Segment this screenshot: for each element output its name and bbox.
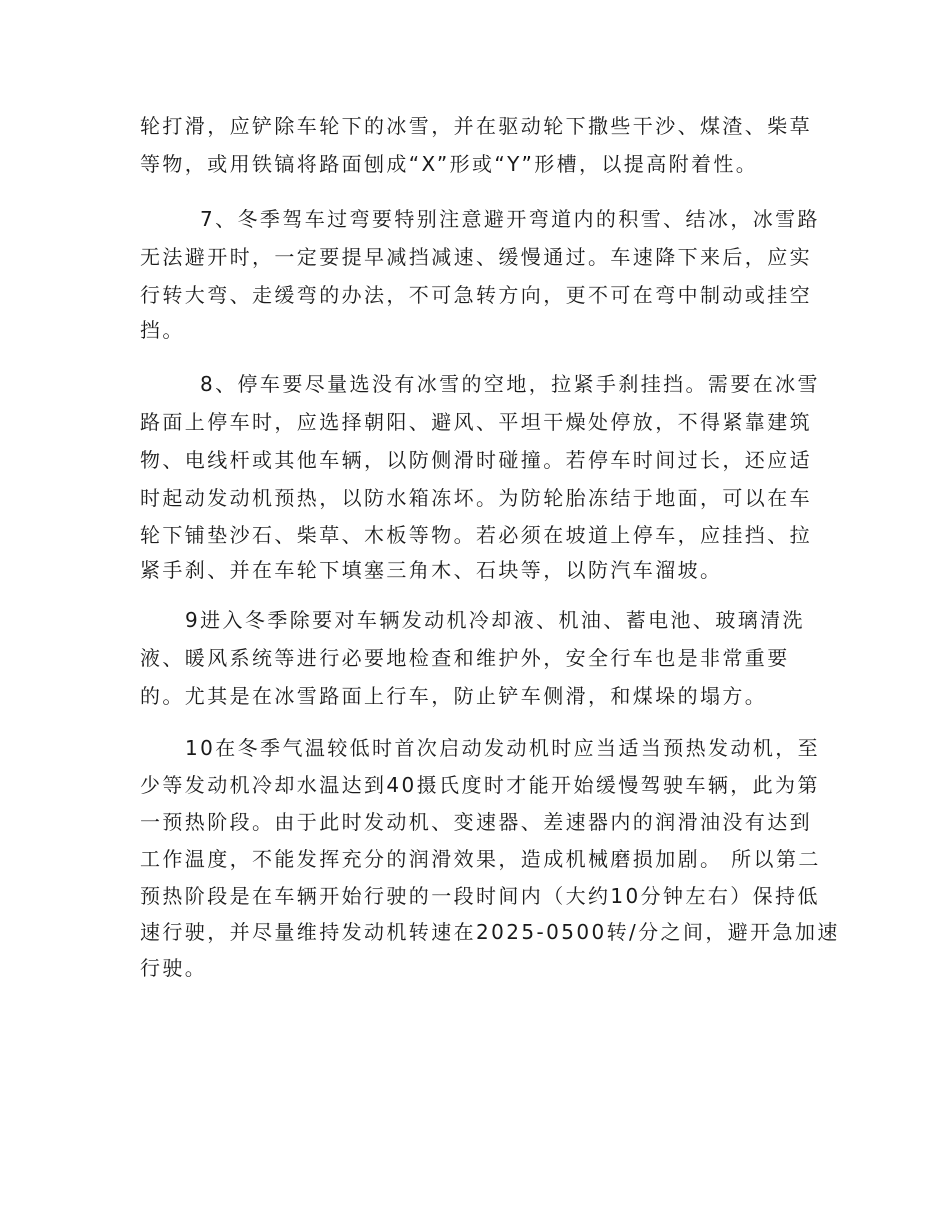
paragraph-6-line-2: 等物，或用铁镐将路面刨成“X”形或“Y”形槽，以提高附着性。 [140, 152, 759, 176]
paragraph-7-line-3: 行转大弯、走缓弯的办法，不可急转方向，更不可在弯中制动或挂空 [140, 283, 812, 307]
paragraph-8-line-2: 路面上停车时，应选择朝阳、避风、平坦干燥处停放，不得紧靠建筑 [140, 410, 812, 434]
paragraph-10-line-4: 工作温度，不能发挥充分的润滑效果，造成机械磨损加剧。 所以第二 [140, 847, 821, 871]
paragraph-10-line-2: 少等发动机冷却水温达到40摄氏度时才能开始缓慢驾驶车辆，此为第 [140, 773, 820, 797]
paragraph-8-line-3: 物、电线杆或其他车辆，以防侧滑时碰撞。若停车时间过长，还应适 [140, 448, 812, 472]
paragraph-6-line-1: 轮打滑，应铲除车轮下的冰雪，并在驱动轮下撒些干沙、煤渣、柴草 [140, 114, 812, 138]
paragraph-10-line-7: 行驶。 [140, 956, 208, 980]
paragraph-9-line-3: 的。尤其是在冰雪路面上行车，防止铲车侧滑，和煤垛的塌方。 [140, 684, 768, 708]
paragraph-7-line-1: 7、冬季驾车过弯要特别注意避开弯道内的积雪、结冰，冰雪路 [200, 207, 820, 231]
paragraph-10-line-6: 速行驶，并尽量维持发动机转速在2025-0500转/分之间，避开急加速 [140, 920, 840, 944]
paragraph-9-line-2: 液、暖风系统等进行必要地检查和维护外，安全行车也是非常重要 [140, 646, 790, 670]
paragraph-8-line-5: 轮下铺垫沙石、柴草、木板等物。若必须在坡道上停车，应挂挡、拉 [140, 523, 812, 547]
paragraph-10-line-3: 一预热阶段。由于此时发动机、变速器、差速器内的润滑油没有达到 [140, 810, 812, 834]
paragraph-9-line-1: 9进入冬季除要对车辆发动机冷却液、机油、蓄电池、玻璃清洗 [185, 608, 805, 632]
paragraph-7-line-2: 无法避开时，一定要提早减挡减速、缓慢通过。车速降下来后，应实 [140, 245, 812, 269]
paragraph-8-line-4: 时起动发动机预热，以防水箱冻坏。为防轮胎冻结于地面，可以在车 [140, 486, 812, 510]
paragraph-10-line-1: 10在冬季气温较低时首次启动发动机时应当适当预热发动机，至 [185, 736, 821, 760]
paragraph-10-line-5: 预热阶段是在车辆开始行驶的一段时间内（大约10分钟左右）保持低 [140, 884, 820, 908]
paragraph-8-line-1: 8、停车要尽量选没有冰雪的空地，拉紧手刹挂挡。需要在冰雪 [200, 372, 820, 396]
paragraph-8-line-6: 紧手刹、并在车轮下填塞三角木、石块等，以防汽车溜坡。 [140, 558, 723, 582]
paragraph-7-line-4: 挡。 [140, 318, 185, 342]
